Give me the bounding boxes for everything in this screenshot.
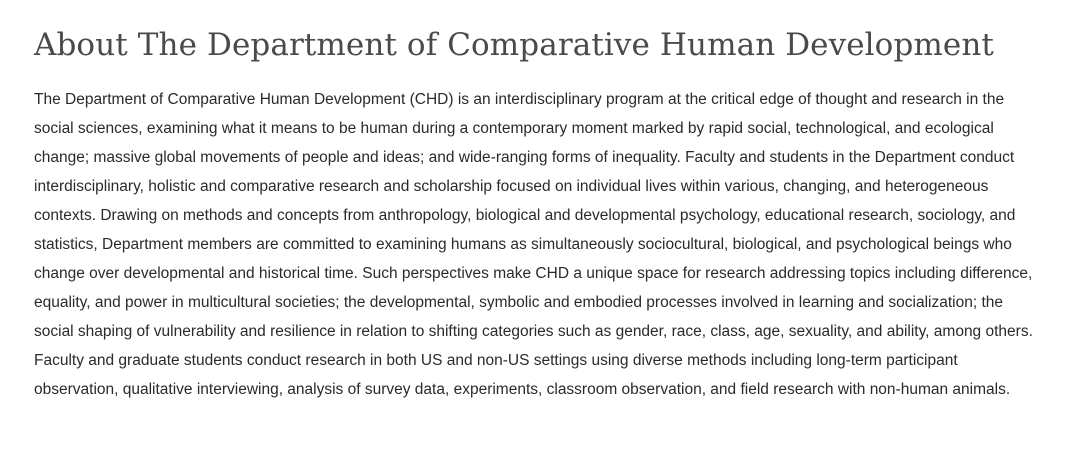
about-section [34,24,1044,404]
about-paragraph: The Department of Comparative Human Development (CHD) is an interdisciplinary program at the critical edge of thought and research in the social sciences, examining what it means to be human during a contemporary moment marked by rapid social, technological, and ecological change; massive global movements of people and ideas; and wide-ranging forms of inequality. Faculty and students in the Department conduct interdisciplinary, holistic and comparative research and scholarship focused on individual lives within various, changing, and heterogeneous contexts. Drawing on methods and concepts from anthropology, biological and developmental psychology, educational research, sociology, and statistics, Department members are committed to examining humans as simultaneously sociocultural, biological, and psychological beings who change over developmental and historical time. Such perspectives make CHD a unique space for research addressing topics including difference, equality, and power in multicultural societies; the developmental, symbolic and embodied processes involved in learning and socialization; the social shaping of vulnerability and resilience in relation to shifting categories such as gender, race, class, age, sexuality, and ability, among others. Faculty and graduate students conduct research in both US and non-US settings using diverse methods including long-term participant observation, qualitative interviewing, analysis of survey data, experiments, classroom observation, and field research with non-human animals. [34,91,1033,398]
page-title: About The Department of Comparative Human Development [34,27,994,63]
